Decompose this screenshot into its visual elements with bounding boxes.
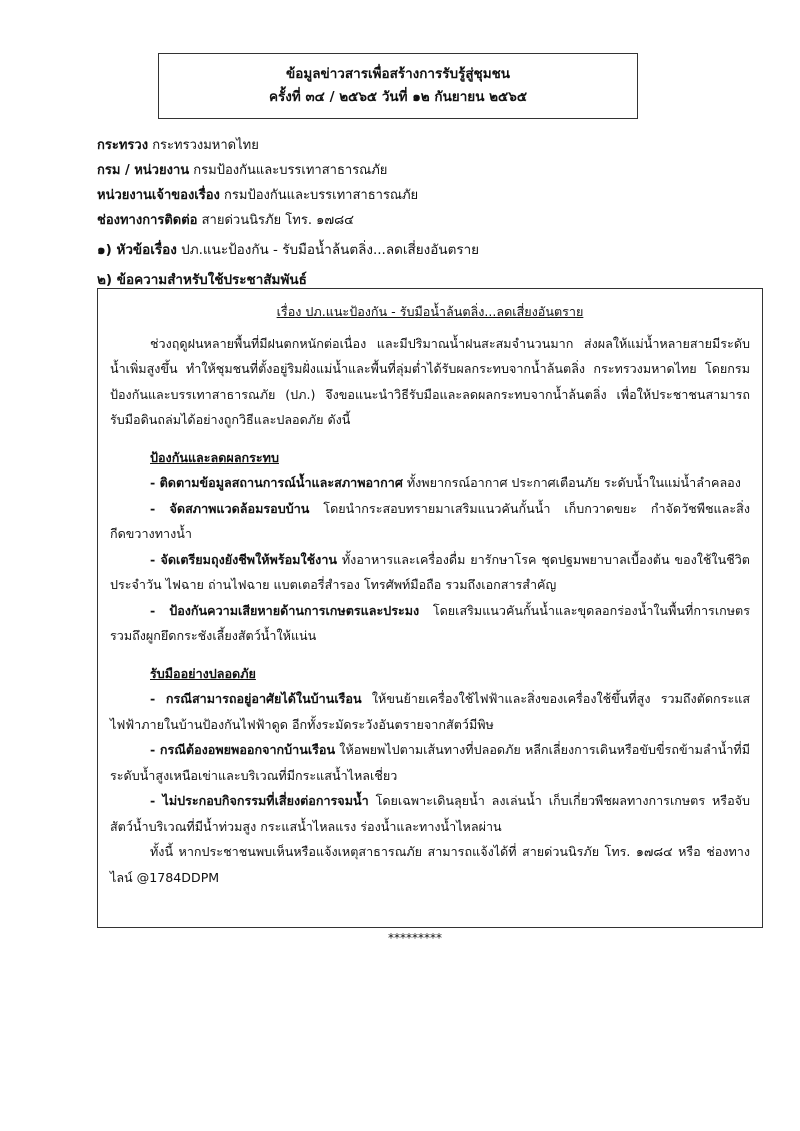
section-a-heading: ป้องกันและลดผลกระทบ [150,449,279,465]
meta-ministry: กระทรวง กระทรวงมหาดไทย [97,138,259,153]
list-item: - ป้องกันความเสียหายด้านการเกษตรและประมง โดยเสริมแนวคันกั้นน้ำและขุดลอกร่องน้ำในพื้นที่การเกษตร รวมถึงผูกยึดกระชังเลี้ยงสัตว์น้ำให้แน่น [110,602,750,643]
meta-contact: ช่องทางการติดต่อ สายด่วนนิรภัย โทร. ๑๗๘๔ [97,213,354,228]
meta-owner: หน่วยงานเจ้าของเรื่อง กรมป้องกันและบรรเทาสาธารณภัย [97,188,419,203]
list-item: - จัดเตรียมถุงยังชีพให้พร้อมใช้งาน ทั้งอาหารและเครื่องดื่ม ยารักษาโรค ชุดปฐมพยาบาลเบื้องต้น ของใช้ในชีวิตประจำวัน ไฟฉาย ถ่านไฟฉาย แบตเตอรี่สำรอง โทรศัพท์มือถือ รวมถึงเอกสารสำคัญ [110,551,750,592]
list-item: - จัดสภาพแวดล้อมรอบบ้าน โดยนำกระสอบทรายมาเสริมแนวคันกั้นน้ำ เก็บกวาดขยะ กำจัดวัชพืชและสิ่งกีดขวางทางน้ำ [110,500,750,541]
list-item: - ไม่ประกอบกิจกรรมที่เสี่ยงต่อการจมน้ำ โดยเฉพาะเดินลุยน้ำ ลงเล่นน้ำ เก็บเกี่ยวพืชผลทางการเกษตร หรือจับสัตว์น้ำบริเวณที่มีน้ำท่วมสูง กระแสน้ำไหลแรง ร่องน้ำและทางน้ำไหลผ่าน [110,793,750,834]
content-box [97,288,763,928]
section-b-heading: รับมืออย่างปลอดภัย [150,665,256,681]
closing-paragraph: ทั้งนี้ หากประชาชนพบเห็นหรือแจ้งเหตุสาธารณภัย สามารถแจ้งได้ที่ สายด่วนนิรภัย โทร. ๑๗๘๔ หรือ ช่องทางไลน์ @1784DDPM [110,844,750,885]
list-item: - กรณีสามารถอยู่อาศัยได้ในบ้านเรือน ให้ขนย้ายเครื่องใช้ไฟฟ้าและสิ่งของเครื่องใช้ขึ้นที่สูง รวมถึงตัดกระแสไฟฟ้าภายในบ้านป้องกันไฟฟ้าดูด อีกทั้งระมัดระวังอันตรายจากสัตว์มีพิษ [110,691,751,732]
list-item: - กรณีต้องอพยพออกจากบ้านเรือน ให้อพยพไปตามเส้นทางที่ปลอดภัย หลีกเลี่ยงการเดินหรือขับขี่รถข้ามลำน้ำที่มีระดับน้ำสูงเหนือเข่าและบริเวณที่มีกระแสน้ำไหลเชี่ยว [110,742,750,783]
end-mark: ********* [388,931,442,945]
section-message-heading: ๒) ข้อความสำหรับใช้ประชาสัมพันธ์ [97,272,307,288]
header-issue-date: ครั้งที่ ๓๔ / ๒๕๖๕ วันที่ ๑๒ กันยายน ๒๕๖๕ [268,89,528,105]
content-title: เรื่อง ปภ.แนะป้องกัน - รับมือน้ำล้นตลิ่ง...ลดเสี่ยงอันตราย [276,304,584,319]
list-item: - ติดตามข้อมูลสถานการณ์น้ำและสภาพอากาศ ทั้งพยากรณ์อากาศ ประกาศเตือนภัย ระดับน้ำในแม่น้ำลำคลอง [150,475,741,490]
header-box [158,53,638,119]
section-topic: ๑) หัวข้อเรื่อง ปภ.แนะป้องกัน - รับมือน้ำล้นตลิ่ง...ลดเสี่ยงอันตราย [97,242,480,258]
header-title: ข้อมูลข่าวสารเพื่อสร้างการรับรู้สู่ชุมชน [285,66,511,82]
intro-paragraph: ช่วงฤดูฝนหลายพื้นที่มีฝนตกหนักต่อเนื่อง และมีปริมาณน้ำฝนสะสมจำนวนมาก ส่งผลให้แม่น้ำหลายสายมีระดับน้ำเพิ่มสูงขึ้น ทำให้ชุมชนที่ตั้งอยู่ริมฝั่งแม่น้ำและพื้นที่ลุ่มต่ำได้รับผลกระทบจากน้ำล้นตลิ่ง กระทรวงมหาดไทย โดยกรมป้องกันและบรรเทาสาธารณภัย (ปภ.) จึงขอแนะนำวิธีรับมือและลดผลกระทบจากน้ำล้นตลิ่ง เพื่อให้ประชาชนสามารถรับมือดินถล่มได้อย่างถูกวิธีและปลอดภัย ดังนี้ [110,335,750,427]
meta-department: กรม / หน่วยงาน กรมป้องกันและบรรเทาสาธารณภัย [97,163,388,178]
meta-block [97,133,418,233]
